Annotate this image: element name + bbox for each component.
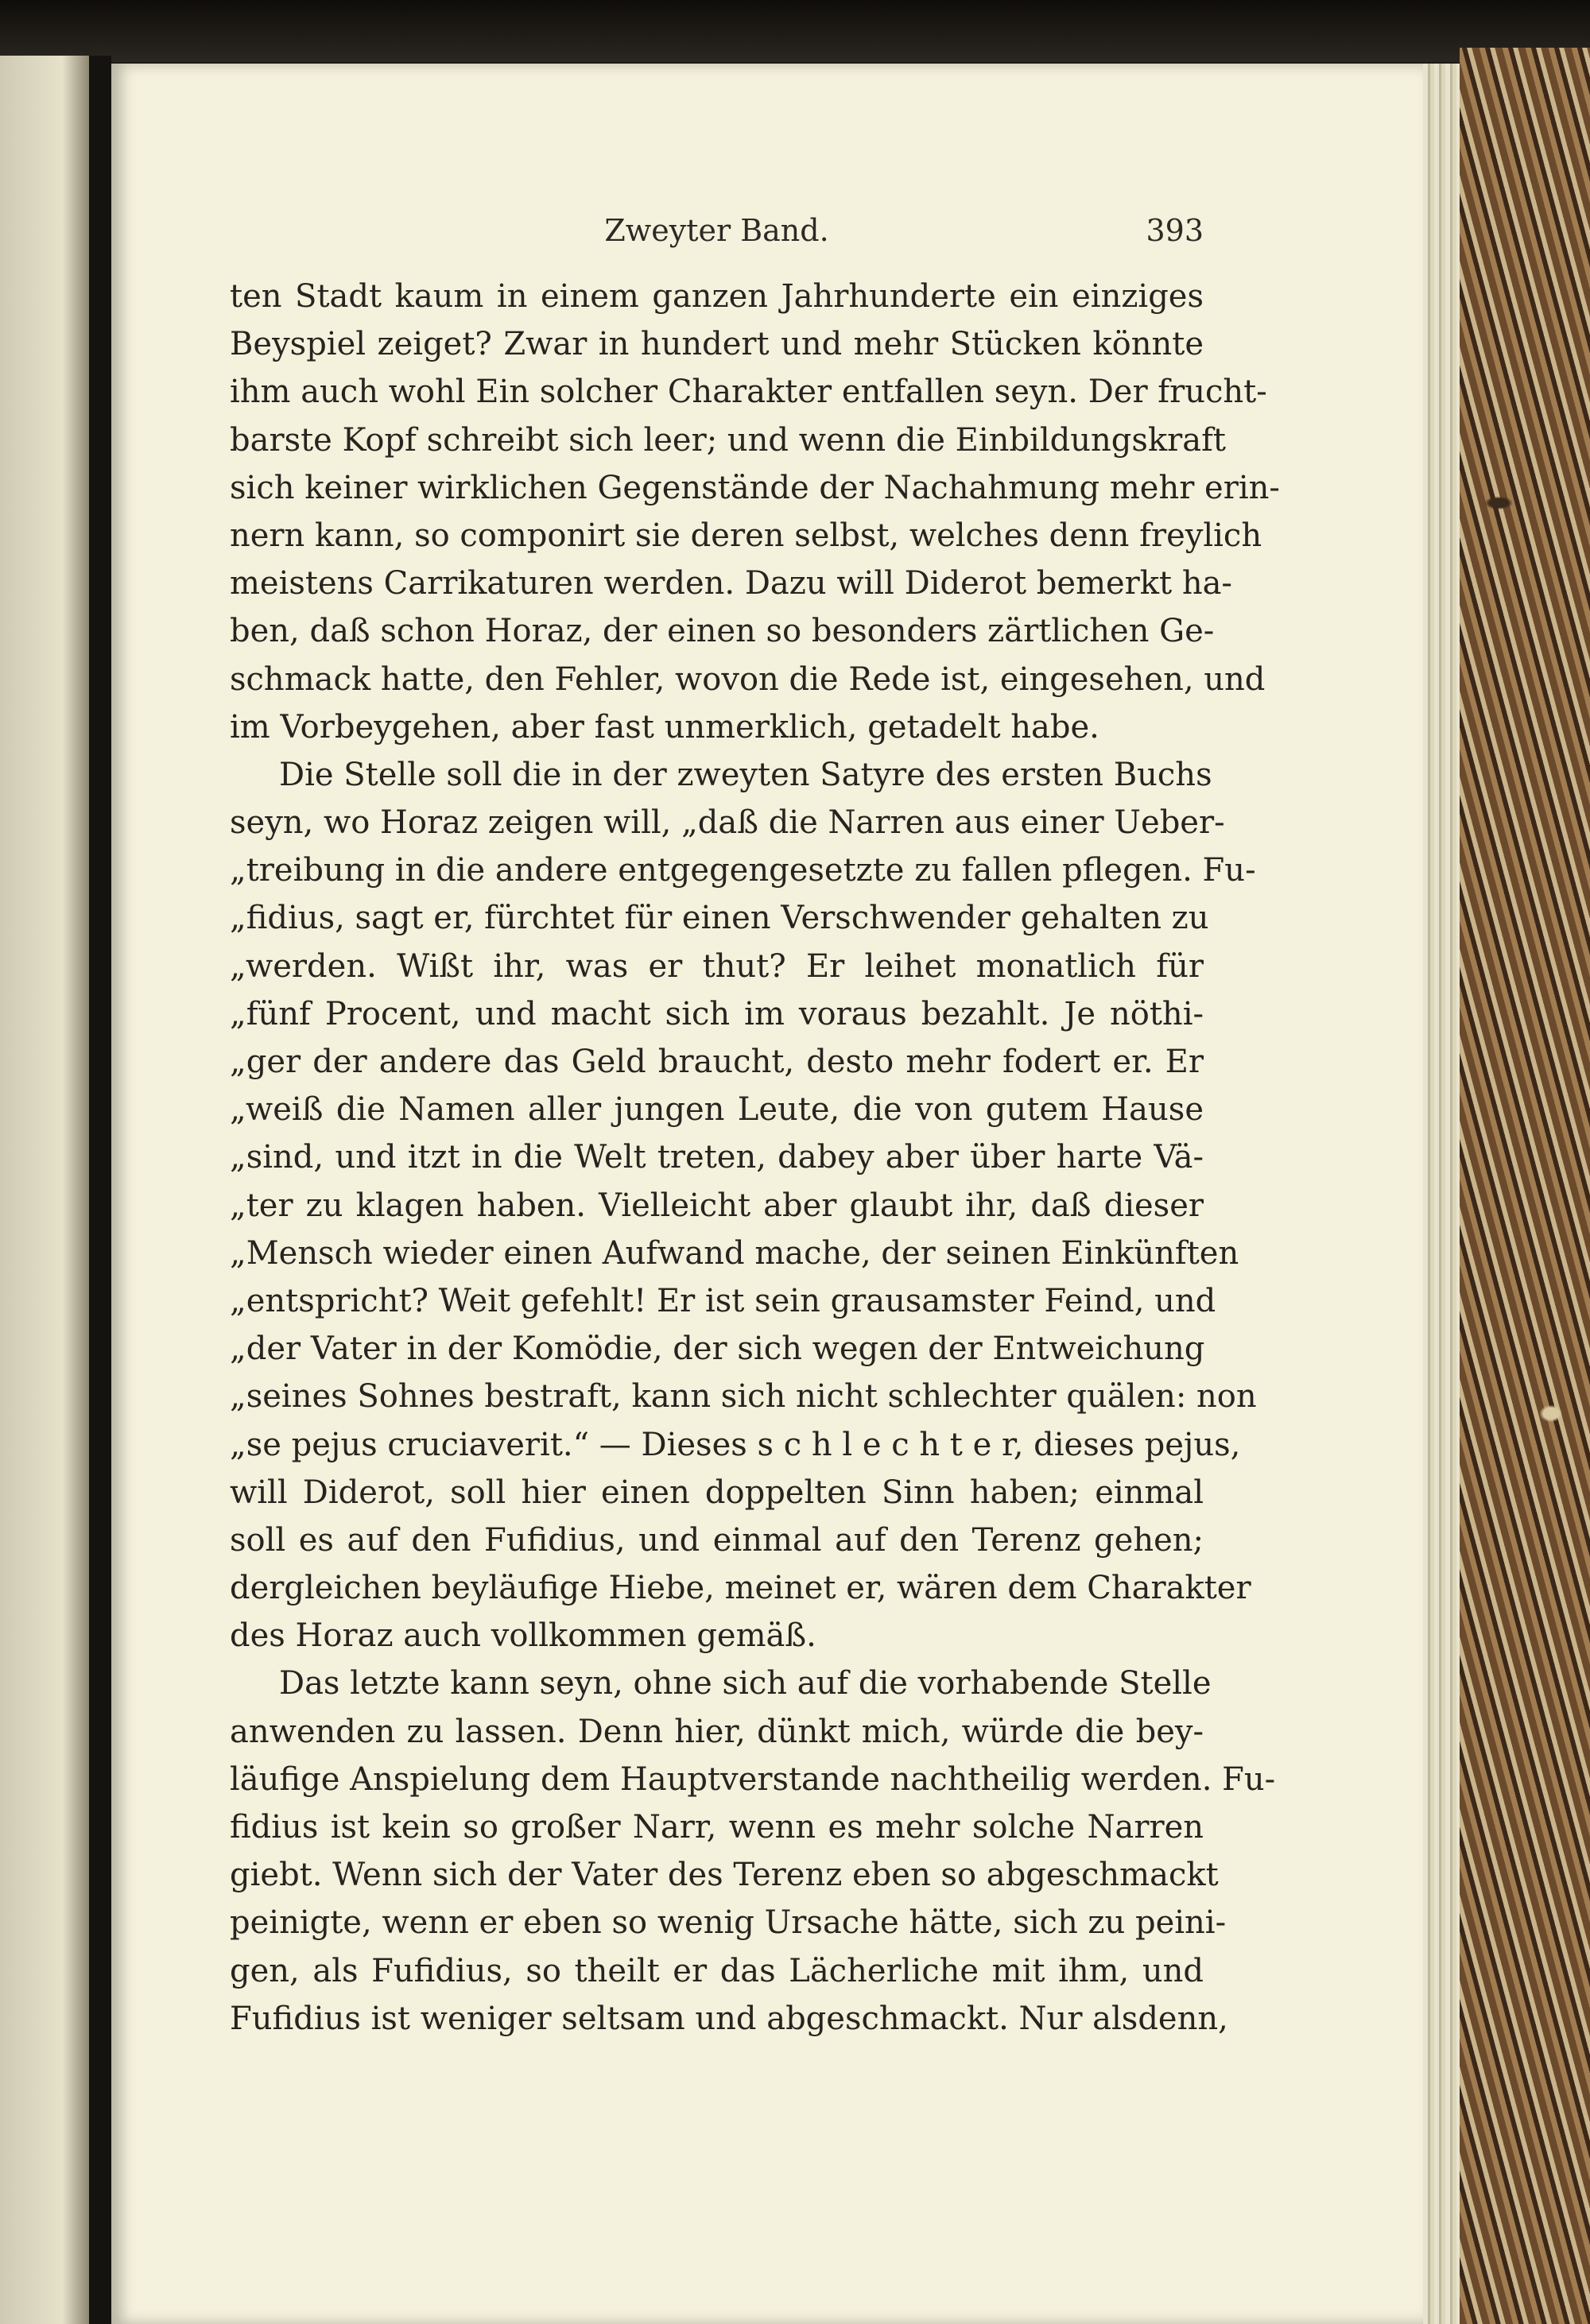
text-line: peinigte, wenn er eben so wenig Ursache hätte, sich zu peini- [230,1904,1227,1942]
text-line: soll es auf den Fufidius, und einmal auf den Terenz gehen; [230,1521,1204,1559]
text-line: „Mensch wieder einen Aufwand mache, der seinen Einkünften [230,1234,1239,1272]
text-line: seyn, wo Horaz zeigen will, „daß die Narren aus einer Ueber- [230,804,1225,842]
text-line: anwenden zu lassen. Denn hier, dünkt mich, würde die bey- [230,1713,1204,1750]
page-header [230,213,1204,253]
text-line: Das letzte kann seyn, ohne sich auf die vorhabende Stelle [279,1665,1212,1702]
text-line: „weiß die Namen aller jungen Leute, die von gutem Hause [230,1091,1204,1129]
text-line: Fufidius ist weniger seltsam und abgeschmackt. Nur alsdenn, [230,2000,1228,2037]
text-line: im Vorbeygehen, aber fast unmerklich, getadelt habe. [230,708,1099,746]
text-line: „seines Sohnes bestraft, kann sich nicht schlechter quälen: non [230,1378,1257,1416]
text-line: „entspricht? Weit gefehlt! Er ist sein grausamster Feind, und [230,1282,1216,1319]
text-line: barste Kopf schreibt sich leer; und wenn die Einbildungskraft [230,421,1226,459]
text-line: „ter zu klagen haben. Vielleicht aber glaubt ihr, daß dieser [230,1187,1204,1224]
text-line: ihm auch wohl Ein solcher Charakter entfallen seyn. Der frucht- [230,374,1267,411]
text-line: läufige Anspielung dem Hauptverstande nachtheilig werden. Fu- [230,1760,1276,1798]
text-line: dergleichen beyläufige Hiebe, meinet er, wären dem Charakter [230,1570,1251,1607]
marbled-cover [1460,48,1590,2324]
text-line: giebt. Wenn sich der Vater des Terenz eben so abgeschmackt [230,1857,1219,1894]
text-line: ben, daß schon Horaz, der einen so besonders zärtlichen Ge- [230,613,1215,650]
page-block-edge [1423,64,1460,2324]
text-line: „se pejus cruciaverit.“ — Dieses s c h l e c h t e r, dieses pejus, [230,1426,1241,1463]
body-text [230,273,1280,2043]
scan-top-background [0,0,1590,62]
text-line: Beyspiel zeiget? Zwar in hundert und mehr Stücken könnte [230,326,1204,363]
text-line: „werden. Wißt ihr, was er thut? Er leihet monatlich für [230,947,1204,985]
text-line: ten Stadt kaum in einem ganzen Jahrhunderte ein einziges [230,278,1204,315]
text-line: will Diderot, soll hier einen doppelten Sinn haben; einmal [230,1474,1204,1511]
text-line: „sind, und itzt in die Welt treten, dabey aber über harte Vä- [230,1139,1204,1176]
text-line: fidius ist kein so großer Narr, wenn es mehr solche Narren [230,1809,1204,1846]
text-line: „treibung in die andere entgegengesetzte zu fallen pflegen. Fu- [230,852,1256,889]
facing-page-edge [0,56,89,2324]
text-line: Die Stelle soll die in der zweyten Satyre des ersten Buchs [279,756,1212,793]
text-line: „der Vater in der Komödie, der sich wegen der Entweichung [230,1330,1205,1368]
text-line: meistens Carrikaturen werden. Dazu will Diderot bemerkt ha- [230,565,1232,602]
text-line: „fünf Procent, und macht sich im voraus bezahlt. Je nöthi- [230,995,1204,1032]
text-line: „fidius, sagt er, fürchtet für einen Verschwender gehalten zu [230,900,1209,937]
text-line: des Horaz auch vollkommen gemäß. [230,1617,816,1655]
text-line: nern kann, so componirt sie deren selbst, welches denn freylich [230,517,1262,554]
book-gutter [89,56,111,2324]
text-line: schmack hatte, den Fehler, wovon die Rede ist, eingesehen, und [230,660,1266,698]
running-title: Zweyter Band. [604,213,829,248]
text-line: sich keiner wirklichen Gegenstände der Nachahmung mehr erin- [230,469,1280,506]
text-line: gen, als Fufidius, so theilt er das Lächerliche mit ihm, und [230,1952,1204,1989]
page-number: 393 [1146,213,1204,248]
text-line: „ger der andere das Geld braucht, desto mehr fodert er. Er [230,1044,1204,1080]
